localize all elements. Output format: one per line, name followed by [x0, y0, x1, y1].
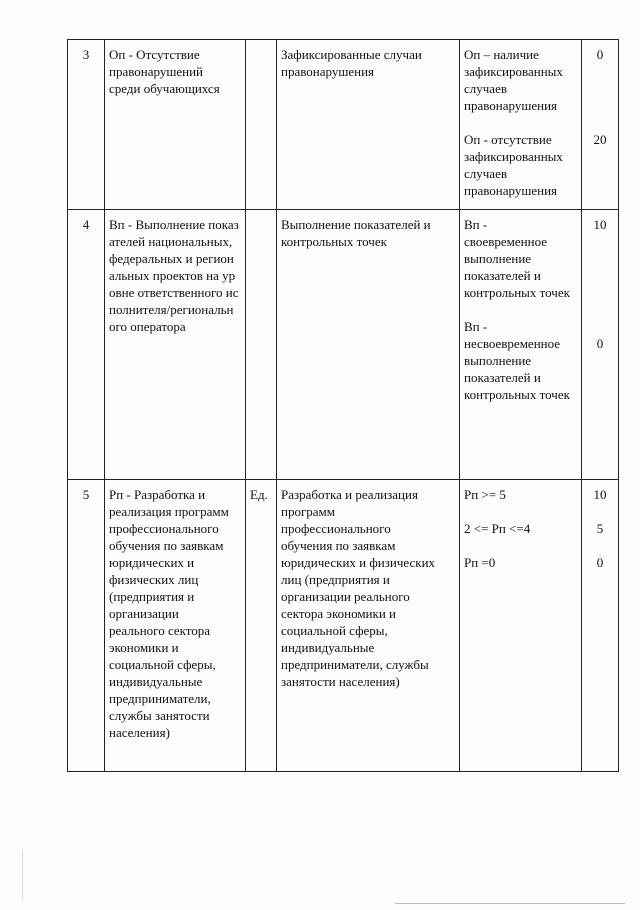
- criterion-text: Рп >= 5: [464, 487, 506, 502]
- score-value: 20: [593, 132, 607, 147]
- criterion-text: Вп - несвоевременное выполнение показателей и контрольных точек: [464, 319, 570, 402]
- row-number: 5: [68, 480, 105, 772]
- criteria-cell: [460, 210, 582, 480]
- criterion-text: Вп - своевременное выполнение показателей и контрольных точек: [464, 217, 570, 300]
- row-number: 4: [68, 210, 105, 480]
- scan-line: [395, 903, 625, 904]
- indicator-cell: Вп - Выполнение показателей национальных, федеральных и региональных проектов на уровне ответственного исполнителя/регионального оператора: [105, 210, 246, 480]
- indicator-cell: Рп - Разработка и реализация программ профессионального обучения по заявкам юридических и физических лиц (предприятия и организации реального сектора экономики и социальной сферы, индивидуальные предприниматели, службы занятости населения): [105, 480, 246, 772]
- table-row: [68, 480, 619, 772]
- score-value: 0: [596, 336, 604, 351]
- score-cell: [582, 480, 619, 772]
- table-row: [68, 40, 619, 210]
- score-value: 10: [593, 487, 607, 502]
- criteria-cell: [460, 40, 582, 210]
- unit-cell: [246, 40, 277, 210]
- score-value: 5: [596, 521, 604, 536]
- criterion-text: Оп – наличие зафиксированных случаев правонарушения: [464, 47, 563, 113]
- criterion-text: Рп =0: [464, 555, 496, 570]
- criterion-text: Оп - отсутствие зафиксированных случаев правонарушения: [464, 132, 563, 198]
- score-cell: [582, 210, 619, 480]
- score-value: 0: [596, 47, 604, 62]
- description-cell: Зафиксированные случаи правонарушения: [277, 40, 460, 210]
- scan-line: [22, 850, 23, 900]
- description-cell: Выполнение показателей и контрольных точек: [277, 210, 460, 480]
- score-cell: [582, 40, 619, 210]
- unit-cell: [246, 210, 277, 480]
- criteria-table: [67, 39, 619, 772]
- unit-cell: Ед.: [246, 480, 277, 772]
- row-number: 3: [68, 40, 105, 210]
- criteria-cell: [460, 480, 582, 772]
- criterion-text: 2 <= Рп <=4: [464, 521, 531, 536]
- score-value: 10: [593, 217, 607, 232]
- score-value: 0: [596, 555, 604, 570]
- description-cell: Разработка и реализация программ профессионального обучения по заявкам юридических и физических лиц (предприятия и организации реального сектора экономики и социальной сферы, индивидуальные предприниматели, службы занятости населения): [277, 480, 460, 772]
- indicator-cell: Оп - Отсутствие правонарушений среди обучающихся: [105, 40, 246, 210]
- table-row: [68, 210, 619, 480]
